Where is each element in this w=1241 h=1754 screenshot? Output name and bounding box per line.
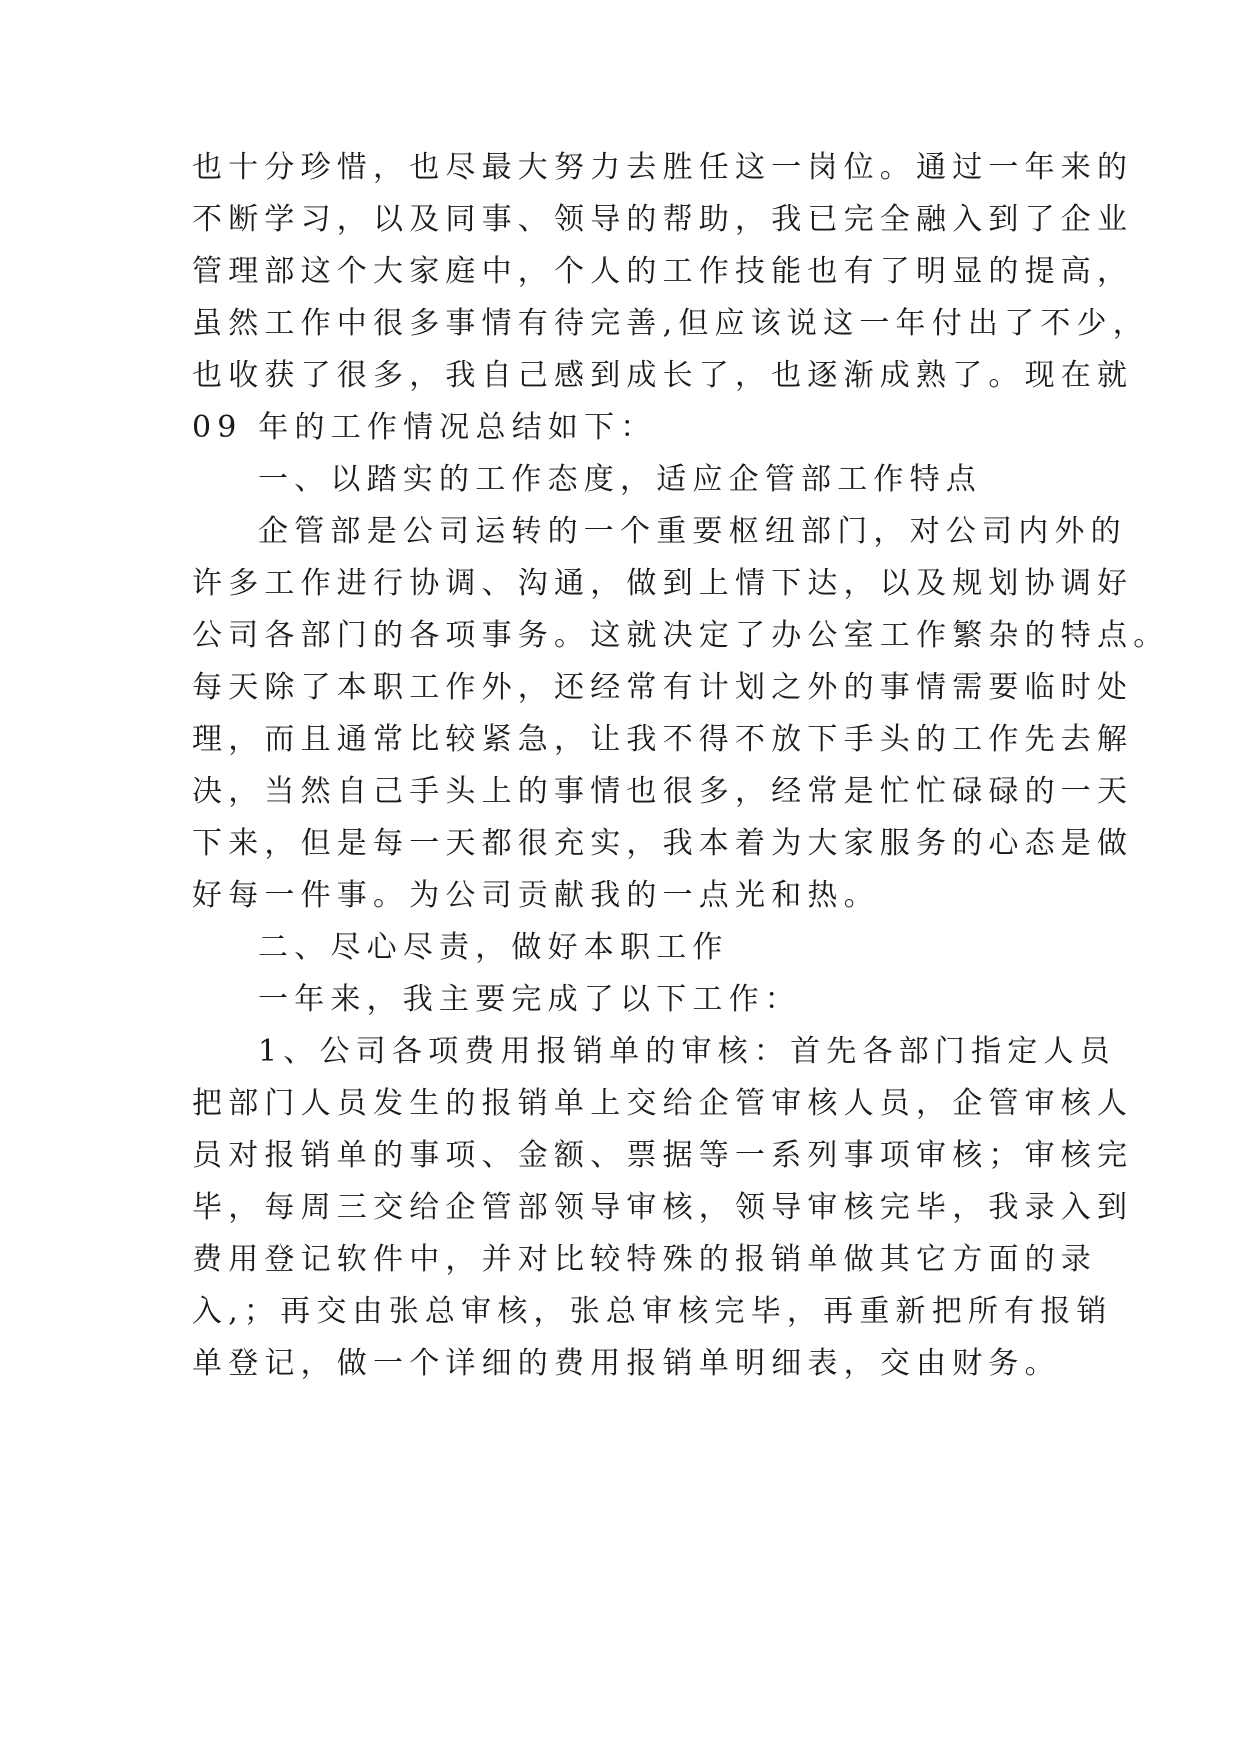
text-line: 虽然工作中很多事情有待完善,但应该说这一年付出了不少， [192, 306, 1149, 341]
text-line: 下来，但是每一天都很充实，我本着为大家服务的心态是做 [192, 826, 1134, 861]
text-line: 单登记，做一个详细的费用报销单明细表，交由财务。 [192, 1346, 1061, 1381]
text-line: 许多工作进行协调、沟通，做到上情下达，以及规划协调好 [192, 566, 1134, 601]
section-heading: 二、尽心尽责，做好本职工作 [258, 930, 729, 965]
text-line: 管理部这个大家庭中，个人的工作技能也有了明显的提高， [192, 254, 1134, 289]
text-line: 员对报销单的事项、金额、票据等一系列事项审核；审核完 [192, 1138, 1134, 1173]
text-line: 公司各部门的各项事务。这就决定了办公室工作繁杂的特点。 [192, 618, 1170, 653]
paragraph-start-line: 1、公司各项费用报销单的审核：首先各部门指定人员 [258, 1034, 1116, 1069]
text-line: 也十分珍惜，也尽最大努力去胜任这一岗位。通过一年来的 [192, 150, 1134, 185]
text-line: 毕，每周三交给企管部领导审核，领导审核完毕，我录入到 [192, 1190, 1134, 1225]
text-line: 不断学习，以及同事、领导的帮助，我已完全融入到了企业 [192, 202, 1134, 237]
section-heading: 一、以踏实的工作态度，适应企管部工作特点 [258, 462, 982, 497]
text-line: 好每一件事。为公司贡献我的一点光和热。 [192, 878, 880, 913]
paragraph-start-line: 一年来，我主要完成了以下工作： [258, 982, 801, 1017]
text-line: 决，当然自己手头上的事情也很多，经常是忙忙碌碌的一天 [192, 774, 1134, 809]
text-line: 理，而且通常比较紧急，让我不得不放下手头的工作先去解 [192, 722, 1134, 757]
text-line: 也收获了很多，我自己感到成长了，也逐渐成熟了。现在就 [192, 358, 1134, 393]
text-line: 把部门人员发生的报销单上交给企管审核人员，企管审核人 [192, 1086, 1134, 1121]
text-line: 09 年的工作情况总结如下： [192, 410, 657, 445]
text-line: 每天除了本职工作外，还经常有计划之外的事情需要临时处 [192, 670, 1134, 705]
text-line: 费用登记软件中，并对比较特殊的报销单做其它方面的录 [192, 1242, 1097, 1277]
paragraph-start-line: 企管部是公司运转的一个重要枢纽部门，对公司内外的 [258, 514, 1127, 549]
text-line: 入,；再交由张总审核，张总审核完毕，再重新把所有报销 [192, 1294, 1113, 1329]
